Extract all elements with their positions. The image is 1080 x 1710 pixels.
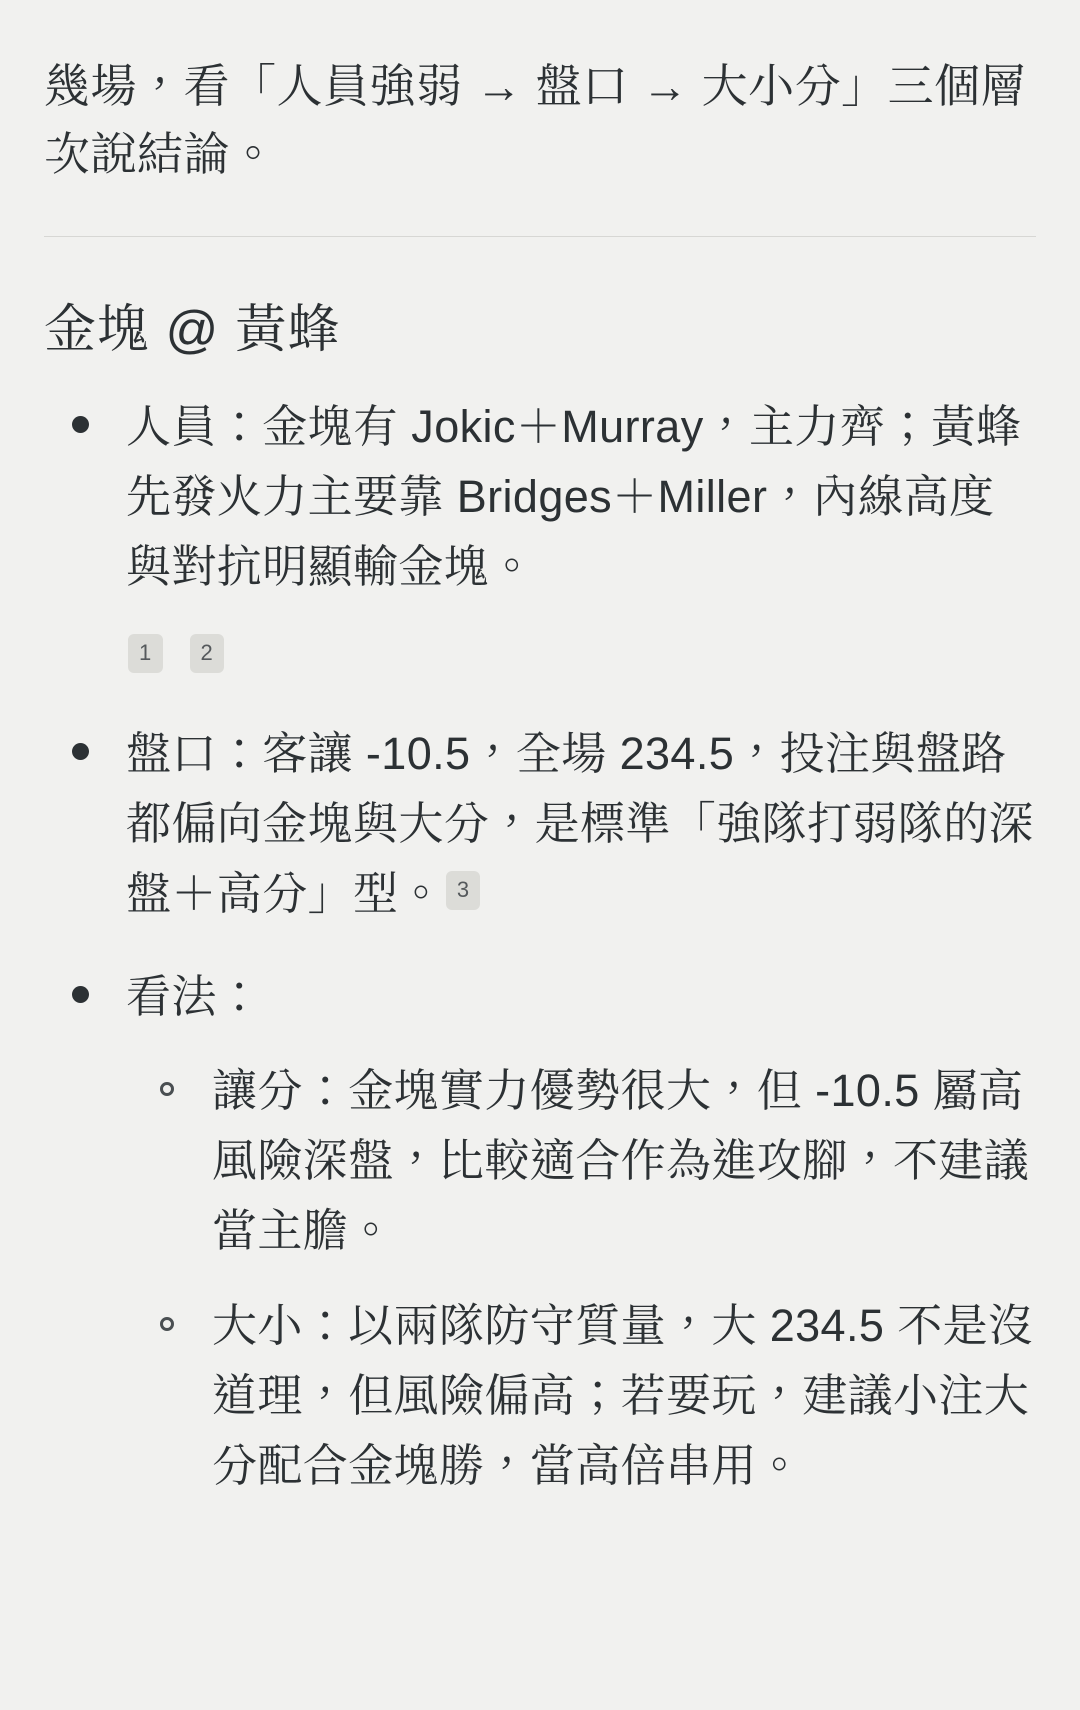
bullet-ring-icon [160,1082,174,1096]
bullet-text: 人員：金塊有 Jokic＋Murray，主力齊；黃蜂先發火力主要靠 Bridges＋Miller，內線高度與對抗明顯輸金塊。 [126,401,1022,592]
reference-badge[interactable]: 1 [128,634,163,673]
reference-group [126,615,1036,685]
page-title: 金塊 @ 黃蜂 [44,301,341,360]
reference-badge[interactable]: 3 [446,871,481,910]
bullet-dot-icon [72,416,89,433]
section-divider [44,236,1036,237]
list-item [44,392,1036,685]
sub-list-item [126,1056,1036,1265]
list-item [44,719,1036,928]
reference-badge[interactable]: 2 [190,634,225,673]
bullet-dot-icon [72,986,89,1003]
sub-list-item [126,1291,1036,1500]
document-page [0,46,1080,1501]
list-item [44,962,1036,1500]
bullet-dot-icon [72,743,89,760]
sub-bullet-list [126,1056,1036,1501]
intro-paragraph: 幾場，看「人員強弱 → 盤口 → 大小分」三個層次說結論。 [44,60,1028,181]
bullet-list [44,392,1036,1501]
bullet-ring-icon [160,1317,174,1331]
sub-bullet-text: 讓分：金塊實力優勢很大，但 -10.5 屬高風險深盤，比較適合作為進攻腳，不建議當主膽。 [212,1065,1030,1256]
bullet-text: 看法： [126,971,263,1023]
sub-bullet-text: 大小：以兩隊防守質量，大 234.5 不是沒道理，但風險偏高；若要玩，建議小注大分配合金塊勝，當高倍串用。 [212,1300,1034,1491]
bullet-text: 盤口：客讓 -10.5，全場 234.5，投注與盤路都偏向金塊與大分，是標準「強隊打弱隊的深盤＋高分」型。 [126,728,1035,919]
